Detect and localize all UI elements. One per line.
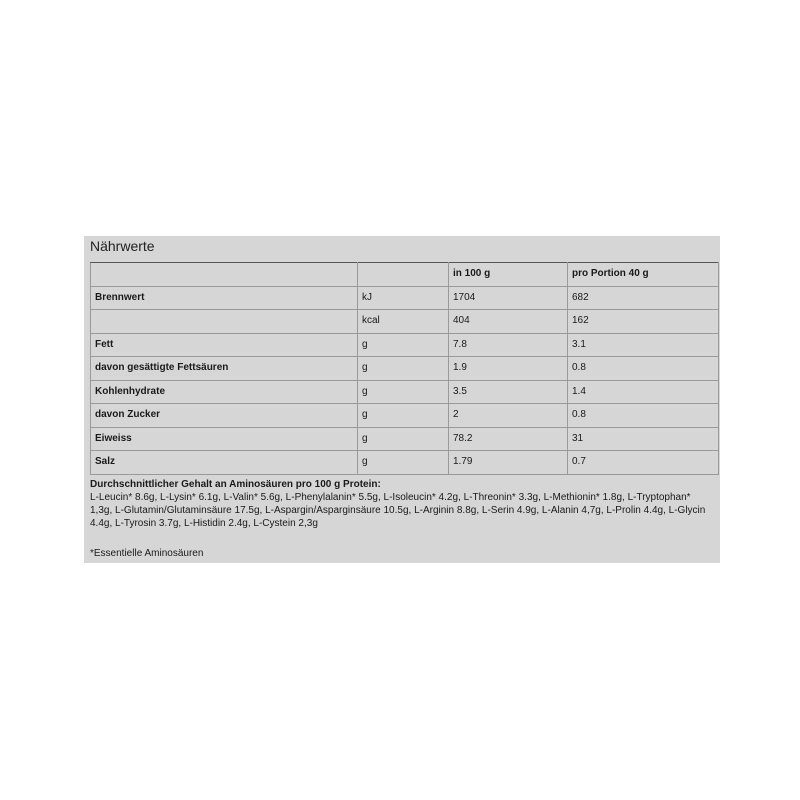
value-per100: 78.2 — [449, 427, 568, 451]
nutrient-name: Brennwert — [91, 286, 358, 310]
nutrient-name: davon Zucker — [91, 404, 358, 428]
nutrient-name: Eiweiss — [91, 427, 358, 451]
value-portion: 0.7 — [568, 451, 719, 475]
section-title: Nährwerte — [90, 238, 155, 254]
nutrition-table — [90, 262, 719, 475]
header-cell — [358, 263, 449, 287]
value-portion: 162 — [568, 310, 719, 334]
value-per100: 1.79 — [449, 451, 568, 475]
nutrient-unit: kJ — [358, 286, 449, 310]
value-portion: 3.1 — [568, 333, 719, 357]
value-portion: 1.4 — [568, 380, 719, 404]
value-per100: 404 — [449, 310, 568, 334]
nutrient-unit: g — [358, 333, 449, 357]
value-per100: 1704 — [449, 286, 568, 310]
table-row — [91, 427, 719, 451]
nutrient-unit: g — [358, 357, 449, 381]
table-row — [91, 357, 719, 381]
table-row — [91, 380, 719, 404]
table-row — [91, 333, 719, 357]
value-portion: 0.8 — [568, 357, 719, 381]
value-per100: 2 — [449, 404, 568, 428]
nutrient-name — [91, 310, 358, 334]
footnote: *Essentielle Aminosäuren — [90, 548, 204, 559]
value-portion: 31 — [568, 427, 719, 451]
amino-acid-title: Durchschnittlicher Gehalt an Aminosäuren pro 100 g Protein: — [90, 479, 381, 490]
value-portion: 682 — [568, 286, 719, 310]
nutrition-panel — [84, 236, 720, 563]
nutrient-unit: g — [358, 427, 449, 451]
nutrient-name: Kohlenhydrate — [91, 380, 358, 404]
value-per100: 7.8 — [449, 333, 568, 357]
table-row — [91, 404, 719, 428]
nutrient-unit: g — [358, 451, 449, 475]
amino-acid-section — [90, 478, 714, 530]
nutrient-name: Salz — [91, 451, 358, 475]
value-per100: 3.5 — [449, 380, 568, 404]
value-per100: 1.9 — [449, 357, 568, 381]
nutrient-name: Fett — [91, 333, 358, 357]
amino-acid-list: L-Leucin* 8.6g, L-Lysin* 6.1g, L-Valin* 5.6g, L-Phenylalanin* 5.5g, L-Isoleucin* 4.2g, L-Threonin* 3.3g, L-Methionin* 1.8g, L-Tryptophan* 1,3g, L-Glutamin/Glutaminsäure 17.5g, L-Aspargin/Asparginsäure 10.5g, L-Arginin 8.8g, L-Serin 4.9g, L-Alanin 4,7g, L-Prolin 4.4g, L-Glycin 4.4g, L-Tyrosin 3.7g, L-Histidin 2.4g, L-Cystein 2,3g — [90, 492, 706, 529]
header-cell-per100: in 100 g — [449, 263, 568, 287]
nutrient-unit: kcal — [358, 310, 449, 334]
table-header-row — [91, 263, 719, 287]
value-portion: 0.8 — [568, 404, 719, 428]
header-cell — [91, 263, 358, 287]
nutrient-unit: g — [358, 380, 449, 404]
table-row — [91, 286, 719, 310]
nutrient-name: davon gesättigte Fettsäuren — [91, 357, 358, 381]
table-row — [91, 451, 719, 475]
header-cell-portion: pro Portion 40 g — [568, 263, 719, 287]
nutrient-unit: g — [358, 404, 449, 428]
table-row — [91, 310, 719, 334]
